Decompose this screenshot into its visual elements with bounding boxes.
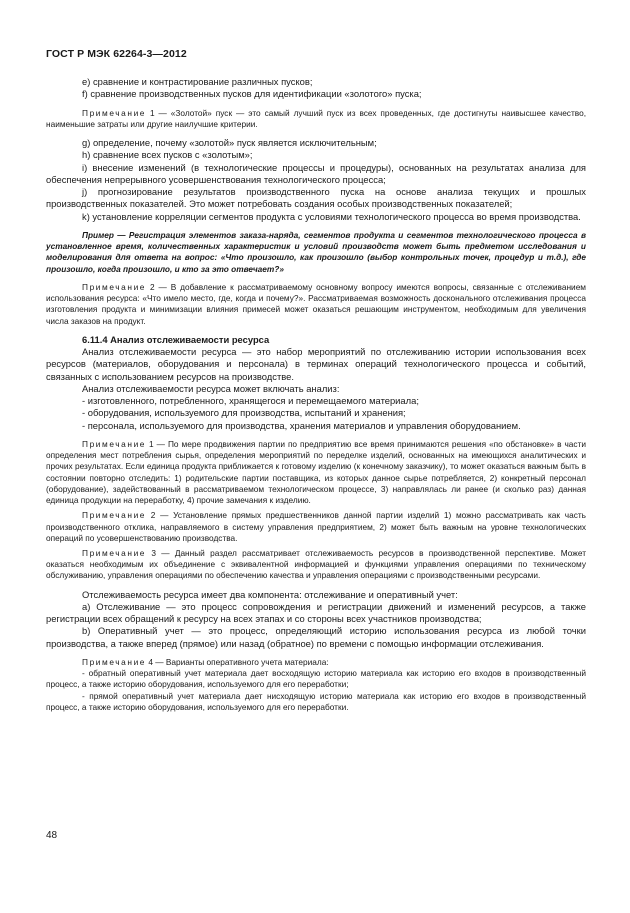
section-list-item: - изготовленного, потребленного, хранящегося и перемещаемого материала;	[82, 395, 419, 407]
section-heading: 6.11.4 Анализ отслеживаемости ресурса	[82, 333, 270, 345]
note-1	[46, 108, 586, 130]
note-4-item: - обратный оперативный учет материала дает восходящую историю материала как историю его входов в производственный процесс, а также историю оборудования, используемого для его переработки;	[46, 668, 586, 690]
note-label: Примечание	[82, 657, 147, 667]
note-text: — Варианты оперативного учета материала:	[152, 657, 329, 667]
list-item-i: i) внесение изменений (в технологические процессы и процедуры), основанных на результатах анализа для обеспечения непрерывного усовершенствования технологического процесса;	[46, 161, 586, 185]
note-3	[46, 548, 586, 582]
standard-header: ГОСТ Р МЭК 62264-3—2012	[46, 48, 187, 60]
note-number: 2	[150, 510, 156, 521]
section-list-item: - персонала, используемого для производства, хранения материалов и управления оборудованием.	[82, 419, 521, 431]
note-1-b	[46, 439, 586, 506]
list-item-h: h) сравнение всех пусков с «золотым»;	[82, 149, 253, 161]
page-body	[46, 76, 586, 713]
list-item-j: j) прогнозирование результатов производственного пуска на основе анализа текущих и прошлых производственных показателей. Это может потребовать создания особых производственных показателей;	[46, 186, 586, 210]
page-number: 48	[46, 830, 58, 841]
section-list-item: - оборудования, используемого для производства, испытаний и хранения;	[82, 407, 406, 419]
note-2-b	[46, 510, 586, 544]
note-text: — В добавление к рассматриваемому основному вопросу имеются вопросы, связанные с отслеживанием использования ресурса: «Что имело место, где, когда и почему?». Рассматриваемая возможность досконального отслеживания процесса изготовления продукта и минимизации влияния примесей может оказаться решающим инструментом, необходимым для увеличения числа заказов на продукт.	[46, 281, 587, 326]
list-item-k: k) установление корреляции сегментов продукта с условиями технологического процесса во время производства.	[82, 210, 581, 222]
section-paragraph: Анализ отслеживаемости ресурса — это набор мероприятий по отслеживанию истории использования всех ресурсов (материалов, оборудования и персонала) в терминах операций технологического процесса и событий, связанных с использованием ресурсов на производстве.	[46, 346, 586, 382]
note-text: — Установление прямых предшественников данной партии изделий 1) можно рассматривать как часть производственного отклика, направляемого в систему управления предприятием, 2) может быть важным на уровне технологических операций по усовершенствованию производства.	[46, 510, 586, 543]
list-item-f: f) сравнение производственных пусков для идентификации «золотого» пуска;	[82, 88, 422, 100]
note-number: 1	[149, 107, 155, 118]
note-text: — Данный раздел рассматривает отслеживаемость ресурсов в производственной перспективе. Может оказаться необходимым их объединение с эквивалентной информацией и функциями управления операциями по техническому обслуживанию, управления операциями по обеспечению качества и управления операциями с производственными ресурсами.	[46, 547, 586, 581]
section-paragraph: Анализ отслеживаемости ресурса может включать анализ:	[82, 382, 340, 394]
note-2-a	[46, 282, 586, 327]
note-label: Примечание	[82, 439, 147, 450]
components-paragraph: Отслеживаемость ресурса имеет два компонента: отслеживание и оперативный учет:	[82, 588, 458, 600]
note-number: 1	[149, 439, 154, 450]
note-4-item: - прямой оперативный учет материала дает нисходящую историю материала как историю его входов в производственный процесс, а также историю оборудования, используемого для его переработки.	[46, 690, 586, 712]
example-paragraph: Пример — Регистрация элементов заказа-наряда, сегментов продукта и сегментов технологического процесса в установленное время, количественных характеристик и условий производств может быть предметом исследования и моделирования для ответа на вопрос: «Что произошло, как произошло (выбор контрольных точек, процедур и т.д.), где произошло, когда произошло, и кто за это отвечает?»	[46, 230, 586, 274]
note-number: 3	[151, 547, 156, 558]
components-item-a: a) Отслеживание — это процесс сопровождения и регистрации движений и изменений ресурсов, а также регистрации всех обращений к ресурсу на всех этапах и со стороны всех участников производства;	[46, 600, 586, 625]
note-label: Примечание	[82, 547, 147, 558]
note-label: Примечание	[82, 107, 147, 118]
note-number: 4	[148, 657, 153, 667]
note-text: — По мере продвижения партии по предприятию все время принимаются решения «по обстановке» в части определения мест потребления сырья, определения мероприятий по переделке изделий, основанных на имеющихся аналитических и прочих результатах. Если единица продукта приближается к готовому изделию (к конечному заказчику), то может оказаться важным быть в состоянии повторно отследить: 1) родительские партии поставщика, из которых данное сырье потребляется, 2) конкретный персонал (оборудование), задействованный в рассматриваемом технологическом процессе, 3) направлялась ли ранее (и сколько раз) данная единица продукции на переработку, 4) прочие замечания к изделию.	[46, 439, 586, 506]
components-item-b: b) Оперативный учет — это процесс, определяющий историю использования ресурса из любой точки производства, а также вперед (прямое) или назад (обратное) по времени с помощью информации отслеживания.	[46, 625, 586, 649]
note-text: — «Золотой» пуск — это самый лучший пуск из всех проведенных, где достигнуты наивысшее качество, наименьшие затраты или другие наилучшие критерии.	[46, 107, 586, 129]
note-4	[46, 657, 586, 668]
list-item-e: e) сравнение и контрастирование различных пусков;	[82, 76, 313, 87]
list-item-g: g) определение, почему «золотой» пуск является исключительным;	[82, 137, 377, 148]
note-label: Примечание	[82, 510, 147, 521]
note-label: Примечание	[82, 281, 147, 292]
note-number: 2	[149, 281, 155, 292]
